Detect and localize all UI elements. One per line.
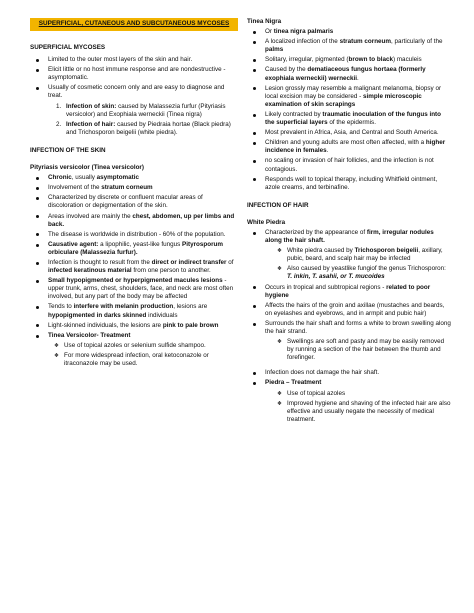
hair-infection-heading: INFECTION OF HAIR [247,201,309,209]
list-item: Causative agent: a lipophilic, yeast-like fungus Pityrosporum orbiculare (Malassezia furfur). [30,241,238,257]
list-item: Infection is thought to result from the direct or indirect transfer of infected keratinous material from one person to another. [30,259,238,275]
list-item: Piedra – Treatment [247,379,452,387]
skin-infection-heading: INFECTION OF THE SKIN [30,146,106,154]
list-item: Light-skinned individuals, the lesions are pink to pale brown [30,322,238,330]
list-item: Areas involved are mainly the chest, abdomen, up per limbs and back. [30,213,238,229]
list-item: Chronic, usually asymptomatic [30,174,238,182]
list-item: Children and young adults are most often affected, with a higher incidence in females. [247,139,452,155]
list-item: ❖ Improved hygiene and shaving of the infected hair are also effective and usually negate the necessity of medical treatment. [247,400,452,424]
superficial-list [30,56,238,100]
list-item: Tinea Versicolor- Treatment [30,332,238,340]
piedra-list [247,369,452,424]
list-item: Characterized by discrete or confluent macular areas of discoloration or depigmentation of the skin. [30,194,238,210]
list-item: The disease is worldwide in distribution - 60% of the population. [30,231,238,239]
list-item: Or tinea nigra palmaris [247,28,452,36]
document-title: SUPERFICIAL, CUTANEOUS AND SUBCUTANEOUS MYCOSES [30,18,238,31]
list-item: Solitary, irregular, pigmented (brown to black) maculeis [247,56,452,64]
list-item: Likely contracted by traumatic inoculation of the fungus into the superficial layers of the epidermis. [247,111,452,127]
list-item: ❖ Swellings are soft and pasty and may be easily removed by running a section of the hair between the thumb and forefinger. [247,338,452,362]
list-item: ❖ Also caused by yeastlike fungiof the genus Trichosporon: T. inkin, T. asahii, or T. mucoides [247,265,452,281]
list-item: ❖ Use of topical azoles [247,390,452,398]
list-item: ❖ White piedra caused by Trichosporon beigelii, axillary, pubic, beard, and scalp hair may be infected [247,247,452,263]
list-item: Elicit little or no host immune response and are nondestructive - asymptomatic. [30,66,238,82]
list-item: Infection does not damage the hair shaft. [247,369,452,377]
list-item: Tends to interfere with melanin production, lesions are hypopigmented in darks skinned individuals [30,303,238,319]
pityriasis-list [30,174,238,340]
superficial-mycoses-heading: SUPERFICIAL MYCOSES [30,44,106,51]
list-item: Lesion grossly may resemble a malignant melanoma, biopsy or local excision may be considered - simple microscopic examination of skin scrapings [247,85,452,109]
list-item: Characterized by the appearance of firm, irregular nodules along the hair shaft. [247,229,452,245]
list-item: 2. Infection of hair: caused by Piedraia hortae (Black piedra) and Trichosporon beigelii (white piedra). [56,120,231,136]
list-item: Usually of cosmetic concern only and are easy to diagnose and treat. [30,84,238,100]
list-item: ❖ Use of topical azoles or selenium sulfide shampoo. [30,342,238,350]
list-item: A localized infection of the stratum corneum, particularly of the palms [247,38,452,54]
pityriasis-title: Pityriasis versicolor (Tinea versicolor) [30,164,144,172]
list-item: Caused by the dematiaceous fungus hortaea (formerly exophiala werneckii) werneckii. [247,66,452,82]
list-item: 1. Infection of skin: caused by Malassezia furfur (Pityriasis versicolor) and Exophiala werneckii (Tinea nigra) [56,102,226,118]
list-item: Limited to the outer most layers of the skin and hair. [30,56,238,64]
tinea-versicolor-treatment-list [30,342,238,368]
list-item: Small hypopigmented or hyperpigmented macules lesions - upper trunk, arms, chest, shoulders, face, and neck are most often involved, but any part of the body may be affected [30,277,238,301]
list-item: Surrounds the hair shaft and forms a white to brown swelling along the hair strand. [247,320,452,336]
list-item: Affects the hairs of the groin and axillae (mustaches and beards, on eyelashes and eyebrows, and in armpit and pubic hair) [247,302,452,318]
list-item: Most prevalent in Africa, Asia, and Central and South America. [247,129,452,137]
list-item: Involvement of the stratum corneum [30,184,238,192]
right-column [247,18,452,426]
list-item: ❖ For more widespread infection, oral ketoconazole or itraconazole may be used. [30,352,238,368]
list-item: Occurs in tropical and subtropical regions - related to poor hygiene [247,284,452,300]
list-item: no scaling or invasion of hair follicles, and the infection is not contagious. [247,157,452,173]
list-item: Responds well to topical therapy, including Whitfield ointment, azole creams, and terbinafine. [247,176,452,192]
white-piedra-list [247,229,452,362]
left-column [30,18,238,370]
tinea-nigra-list [247,28,452,192]
superficial-numbered-list [30,103,238,137]
tinea-nigra-heading: Tinea Nigra [247,18,282,25]
white-piedra-title: White Piedra [247,218,286,226]
